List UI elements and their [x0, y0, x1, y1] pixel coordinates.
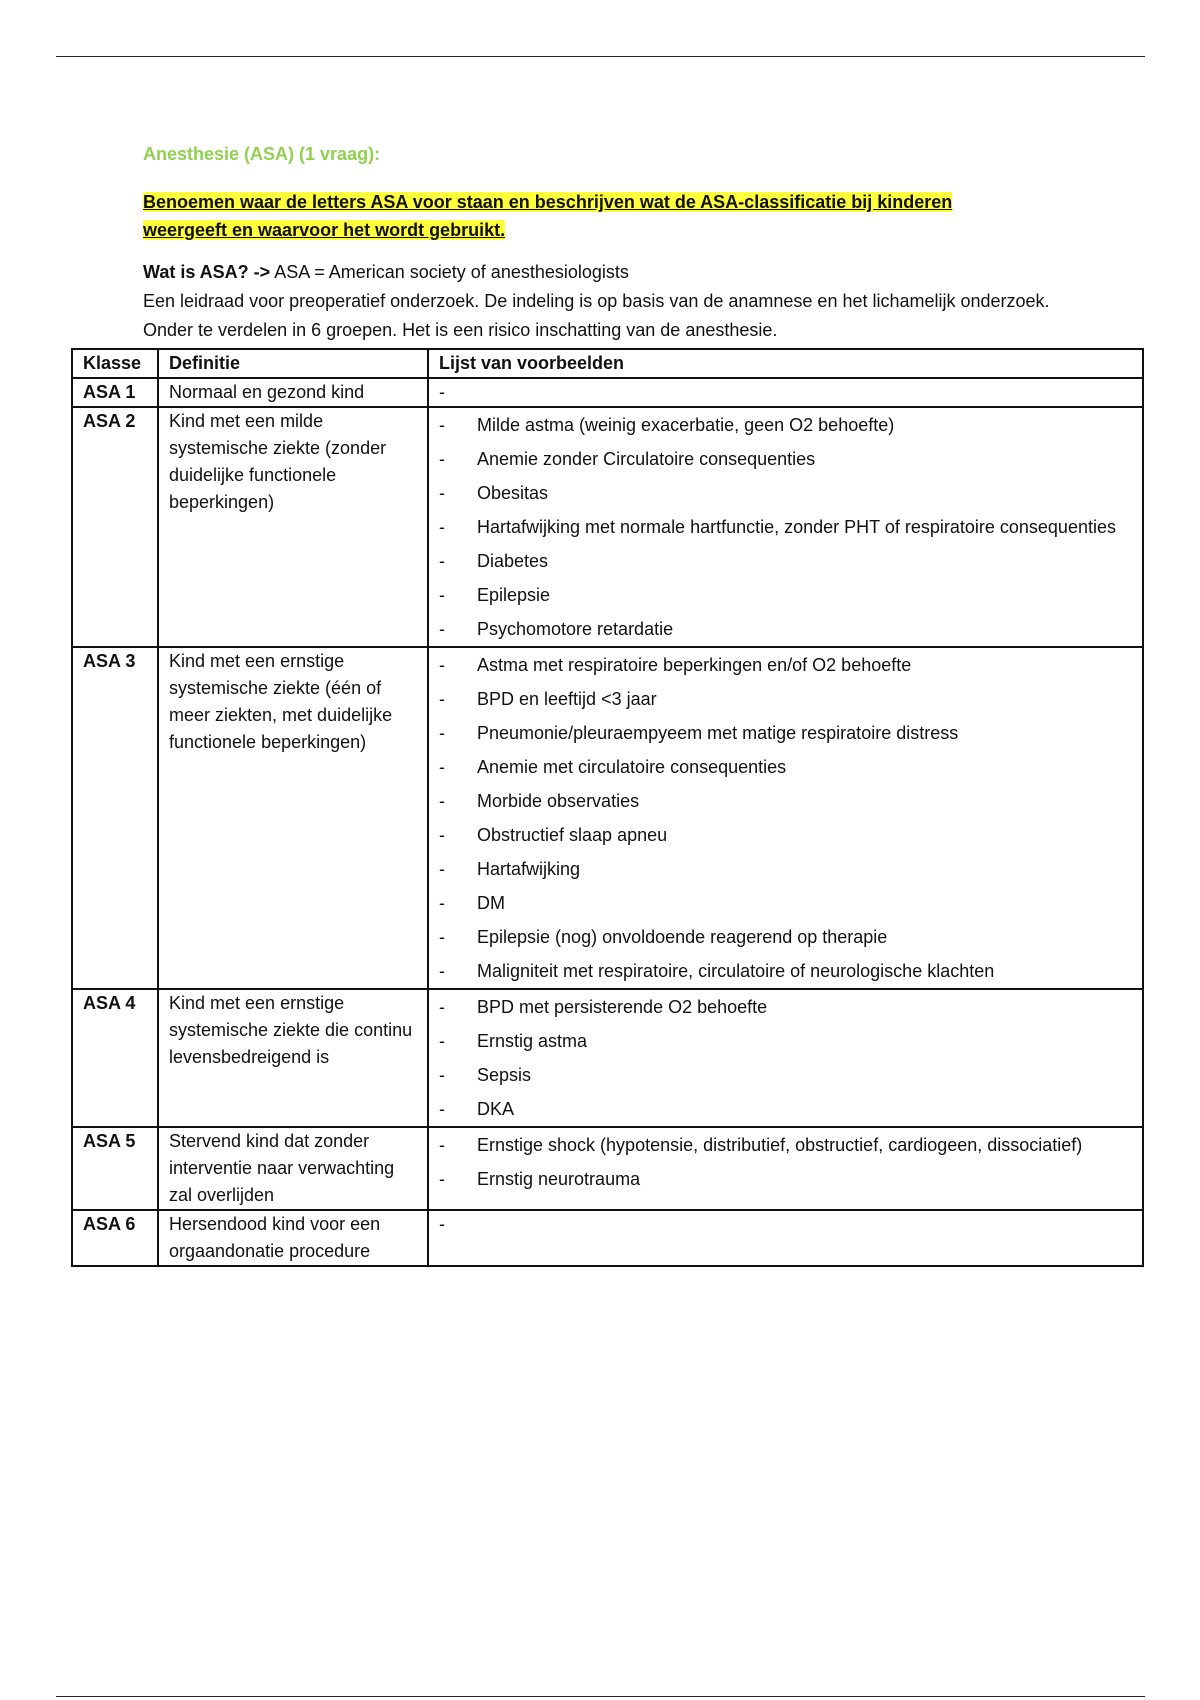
list-item: - Ernstige shock (hypotensie, distributief, obstructief, cardiogeen, dissociatief): [439, 1128, 1134, 1162]
asa-table-body: [72, 378, 1143, 1266]
header-klasse: Klasse: [72, 349, 158, 378]
cell-definitie: Stervend kind dat zonder interventie naar verwachting zal overlijden: [158, 1127, 428, 1210]
cell-voorbeelden: [428, 378, 1143, 407]
cell-definitie: Kind met een milde systemische ziekte (zonder duidelijke functionele beperkingen): [158, 407, 428, 647]
list-item: - DKA: [439, 1092, 1134, 1126]
example-list: [439, 648, 1134, 988]
list-item: - Hartafwijking: [439, 852, 1134, 886]
list-item: - Obesitas: [439, 476, 1134, 510]
cell-klasse: ASA 4: [72, 989, 158, 1127]
list-item: - Epilepsie (nog) onvoldoende reagerend op therapie: [439, 920, 1134, 954]
asa-table: [71, 348, 1144, 1267]
task-statement: [143, 188, 1023, 244]
empty-dash: -: [439, 1214, 445, 1234]
cell-voorbeelden: [428, 1210, 1143, 1266]
task-highlight: Benoemen waar de letters ASA voor staan en beschrijven wat de ASA-classificatie bij kinderen weergeeft en waarvoor het wordt gebruikt.: [143, 192, 953, 240]
intro-text: Een leidraad voor preoperatief onderzoek. De indeling is op basis van de anamnese en het lichamelijk onderzoek. Onder te verdelen in 6 groepen. Het is een risico inschatting van de anesthesie.: [143, 291, 1050, 340]
table-row: [72, 1127, 1143, 1210]
table-row: [72, 1210, 1143, 1266]
list-item: - Hartafwijking met normale hartfunctie, zonder PHT of respiratoire consequenties: [439, 510, 1134, 544]
table-row: [72, 378, 1143, 407]
cell-voorbeelden: [428, 647, 1143, 989]
list-item: - Morbide observaties: [439, 784, 1134, 818]
cell-voorbeelden: [428, 407, 1143, 647]
list-item: - Anemie zonder Circulatoire consequenties: [439, 442, 1134, 476]
list-item: - Anemie met circulatoire consequenties: [439, 750, 1134, 784]
cell-definitie: Kind met een ernstige systemische ziekte (één of meer ziekten, met duidelijke functionele beperkingen): [158, 647, 428, 989]
list-item: - Psychomotore retardatie: [439, 612, 1134, 646]
intro-paragraph: [143, 258, 1103, 345]
cell-klasse: ASA 3: [72, 647, 158, 989]
empty-dash: -: [439, 382, 445, 402]
list-item: - Milde astma (weinig exacerbatie, geen O2 behoefte): [439, 408, 1134, 442]
example-list: [439, 990, 1134, 1126]
list-item: - Pneumonie/pleuraempyeem met matige respiratoire distress: [439, 716, 1134, 750]
header-rule: [56, 56, 1145, 57]
intro-answer: ASA = American society of anesthesiologists: [270, 262, 629, 282]
cell-definitie: Hersendood kind voor een orgaandonatie procedure: [158, 1210, 428, 1266]
list-item: - Diabetes: [439, 544, 1134, 578]
example-list: [439, 408, 1134, 646]
cell-voorbeelden: [428, 1127, 1143, 1210]
intro-question: Wat is ASA? ->: [143, 262, 271, 282]
list-item: - DM: [439, 886, 1134, 920]
cell-klasse: ASA 2: [72, 407, 158, 647]
list-item: - Astma met respiratoire beperkingen en/of O2 behoefte: [439, 648, 1134, 682]
table-row: [72, 989, 1143, 1127]
list-item: - Ernstig astma: [439, 1024, 1134, 1058]
list-item: - Obstructief slaap apneu: [439, 818, 1134, 852]
example-list: [439, 1128, 1134, 1196]
footer-rule: [56, 1696, 1145, 1697]
list-item: - Epilepsie: [439, 578, 1134, 612]
table-row: [72, 647, 1143, 989]
cell-definitie: Normaal en gezond kind: [158, 378, 428, 407]
header-voorbeelden: Lijst van voorbeelden: [428, 349, 1143, 378]
asa-definition-line: [143, 258, 1103, 287]
list-item: - BPD met persisterende O2 behoefte: [439, 990, 1134, 1024]
header-definitie: Definitie: [158, 349, 428, 378]
section-title: Anesthesie (ASA) (1 vraag):: [143, 144, 381, 164]
list-item: - BPD en leeftijd <3 jaar: [439, 682, 1134, 716]
list-item: - Ernstig neurotrauma: [439, 1162, 1134, 1196]
cell-klasse: ASA 1: [72, 378, 158, 407]
table-row: [72, 407, 1143, 647]
cell-voorbeelden: [428, 989, 1143, 1127]
list-item: - Maligniteit met respiratoire, circulatoire of neurologische klachten: [439, 954, 1134, 988]
table-header-row: [72, 349, 1143, 378]
cell-klasse: ASA 5: [72, 1127, 158, 1210]
list-item: - Sepsis: [439, 1058, 1134, 1092]
cell-definitie: Kind met een ernstige systemische ziekte die continu levensbedreigend is: [158, 989, 428, 1127]
cell-klasse: ASA 6: [72, 1210, 158, 1266]
